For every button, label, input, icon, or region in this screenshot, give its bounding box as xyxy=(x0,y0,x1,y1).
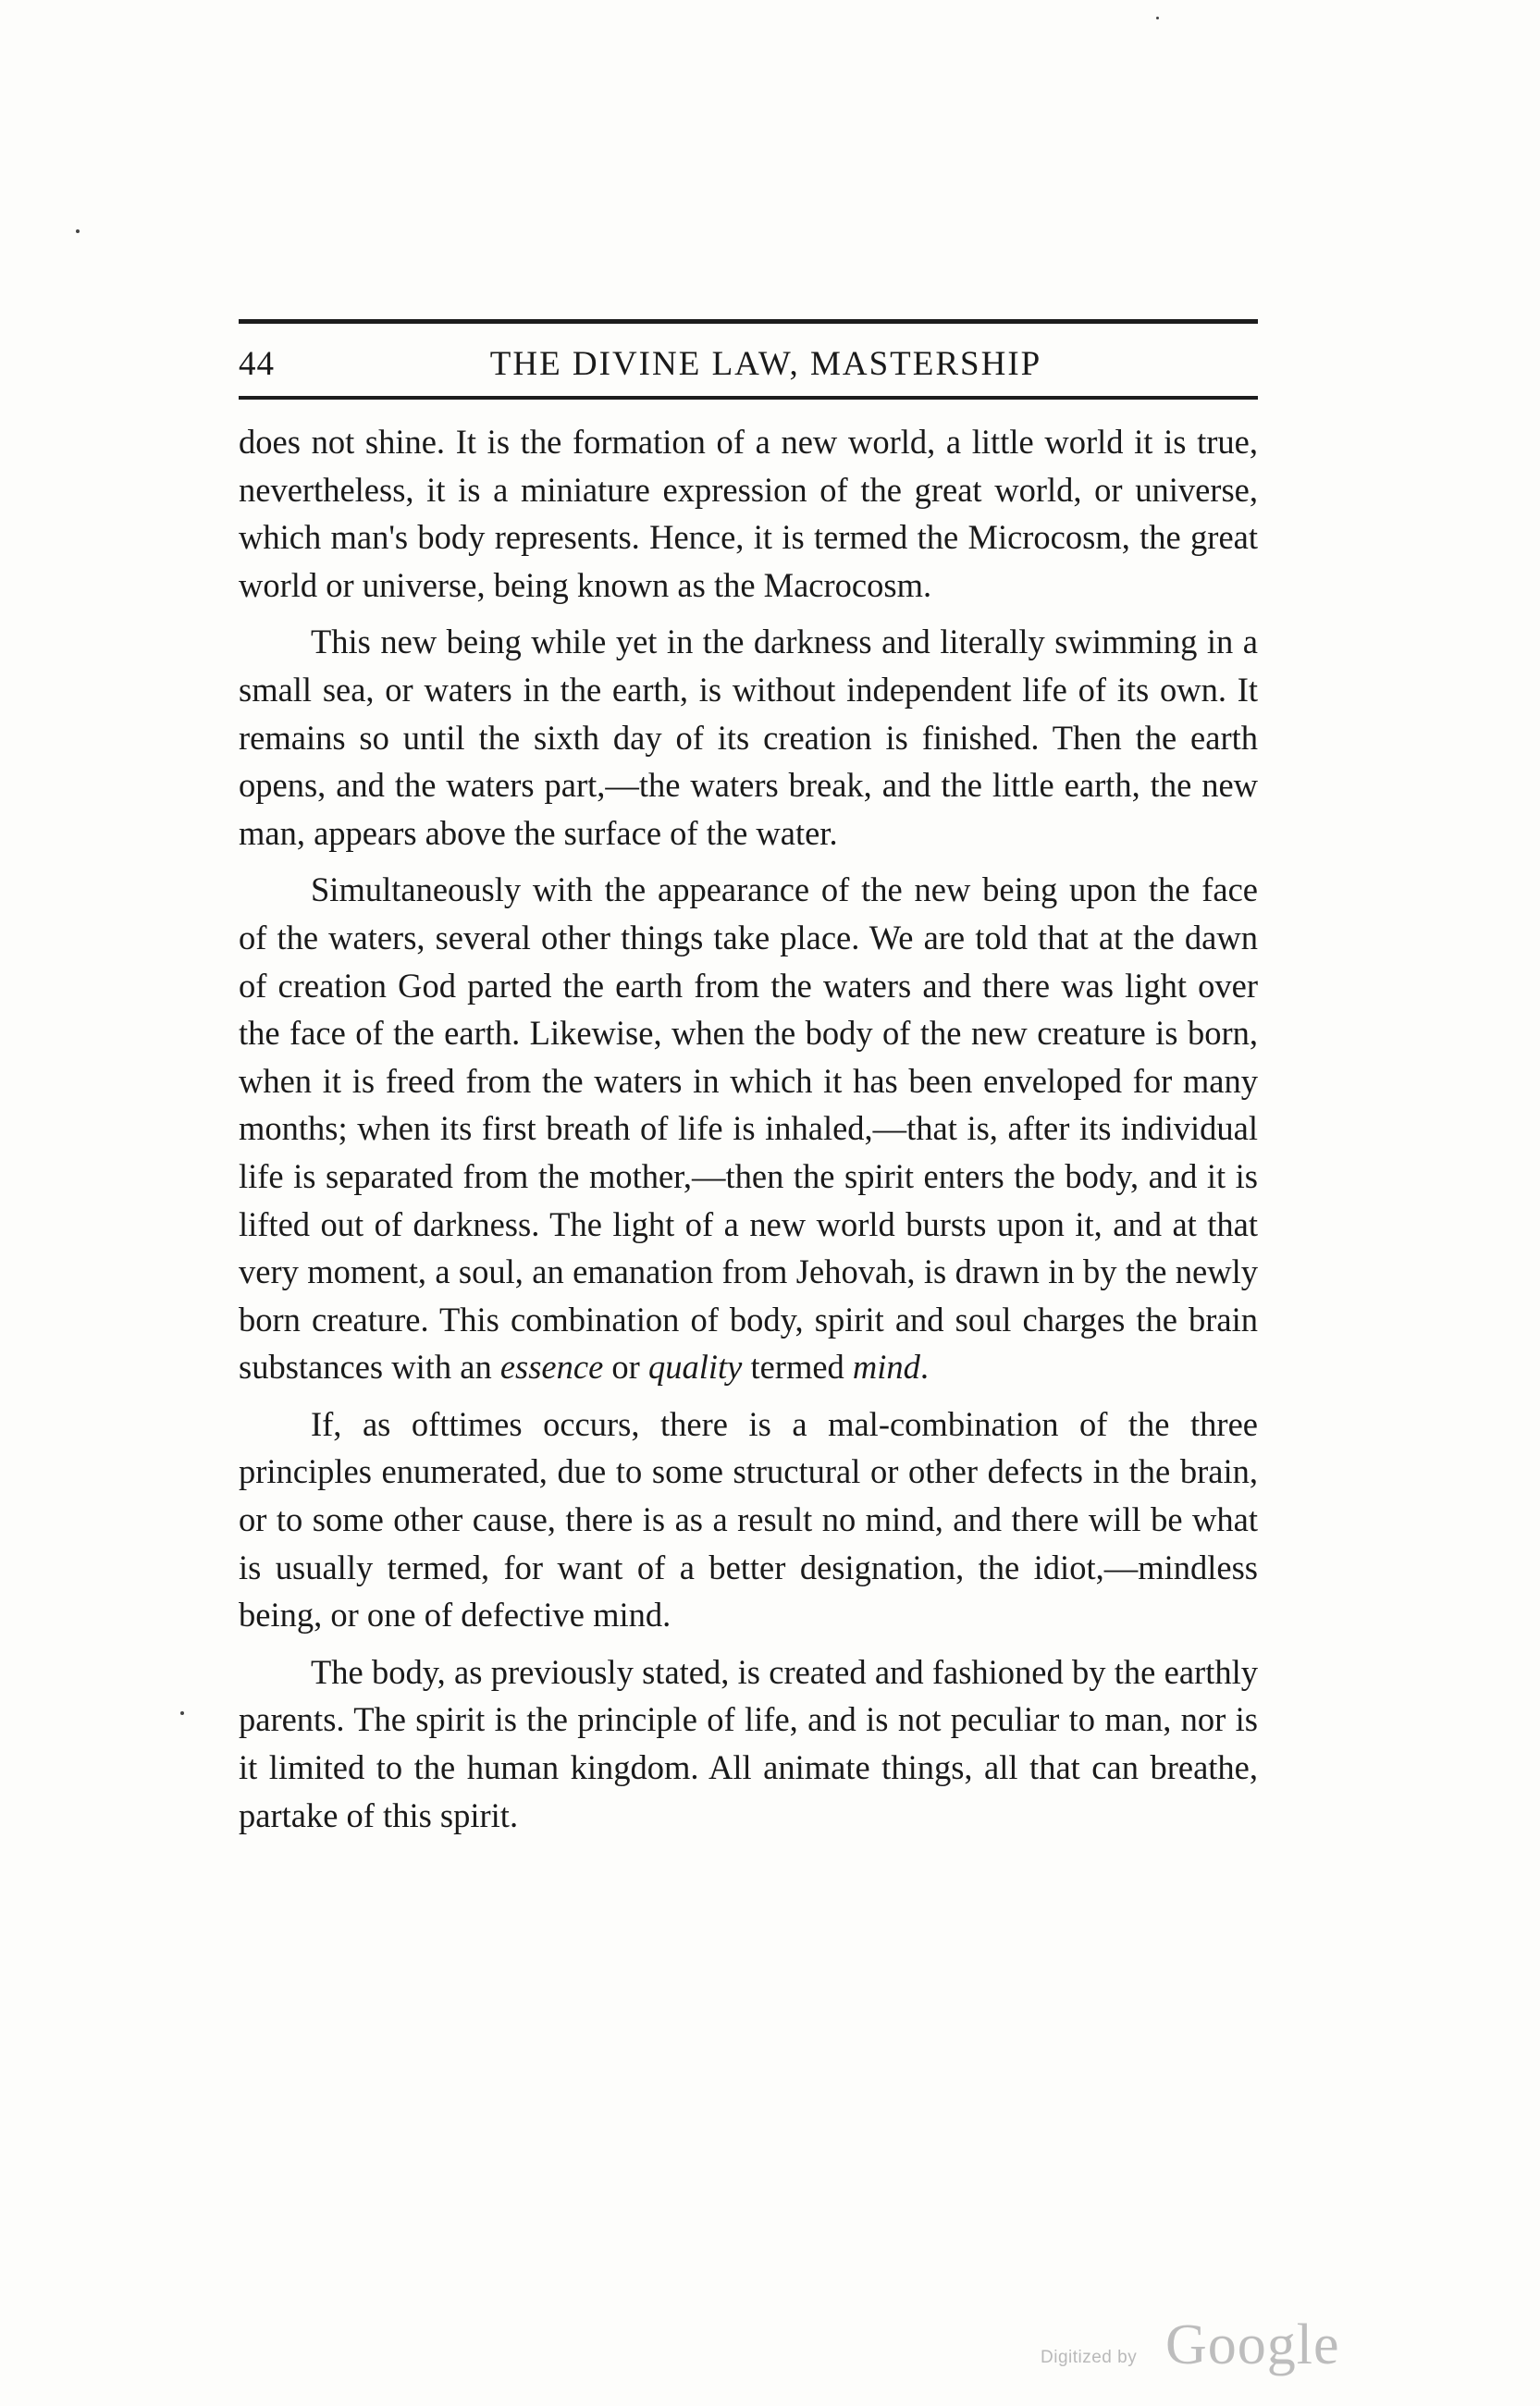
italic-quality: quality xyxy=(647,1348,743,1387)
page-header xyxy=(239,344,1258,390)
connector-or: or xyxy=(603,1348,648,1387)
header-rule xyxy=(239,396,1258,400)
top-rule xyxy=(239,319,1258,324)
paragraph-4: If, as ofttimes occurs, there is a mal-combination of the three principles enumerated, due to some structural or other defects in the brain, or to some other cause, there is as a result no mind, and there will be what is usually termed, for want of a better designation, the idiot,—mindless being, or one of defective mind. xyxy=(239,1404,1258,1635)
scan-speck xyxy=(1156,17,1159,19)
scan-speck xyxy=(180,1711,184,1715)
italic-mind: mind xyxy=(852,1348,920,1387)
paragraph-1: does not shine. It is the formation of a new world, a little world it is true, nevertheless, it is a miniature expression of the great world, or universe, which man's body represents. Hence, it is termed the Microcosm, the great world or universe, being known as the Macrocosm. xyxy=(239,423,1258,604)
paragraph-3-text: Simultaneously with the appearance of the new being upon the face of the waters, several other things take place. We are told that at the dawn of creation God parted the earth from the waters and there was light over the face of the earth. Likewise, when the body of the new creature is born, when it is freed from the waters in which it has been enveloped for many months; when its first breath of life is inhaled,—that is, after its individual life is separated from the mother,—then the spirit enters the body, and it is lifted out of darkness. The light of a new world bursts upon it, and at that very moment, a soul, an emanation from Jehovah, is drawn in by the newly born creature. This combination of body, spirit and soul charges the brain substances with an xyxy=(239,870,1258,1387)
connector-termed: termed xyxy=(742,1348,853,1387)
italic-essence: essence xyxy=(499,1348,604,1387)
paragraph-5: The body, as previously stated, is created and fashioned by the earthly parents. The spirit is the principle of life, and is not peculiar to man, nor is it limited to the human kingdom. All animate things, all that can breathe, partake of this spirit. xyxy=(239,1652,1258,1834)
paragraph-3 xyxy=(239,866,1258,1391)
paragraph-3-end: . xyxy=(919,1348,930,1387)
body-text xyxy=(239,418,1258,1848)
scan-speck xyxy=(76,229,80,233)
paragraph-2: This new being while yet in the darkness and literally swimming in a small sea, or waters in the earth, is without independent life of its own. It remains so until the sixth day of its creation is finished. Then the earth opens, and the waters part,—the waters break, and the little earth, the new man, appears above the surface of the water. xyxy=(239,623,1258,852)
page-number: 44 xyxy=(239,345,275,383)
watermark-digitized-by: Digitized by xyxy=(1041,2348,1138,2367)
google-logo: Google xyxy=(1165,2313,1340,2376)
running-title: THE DIVINE LAW, MASTERSHIP xyxy=(489,345,1042,383)
google-watermark xyxy=(1041,2313,1355,2387)
